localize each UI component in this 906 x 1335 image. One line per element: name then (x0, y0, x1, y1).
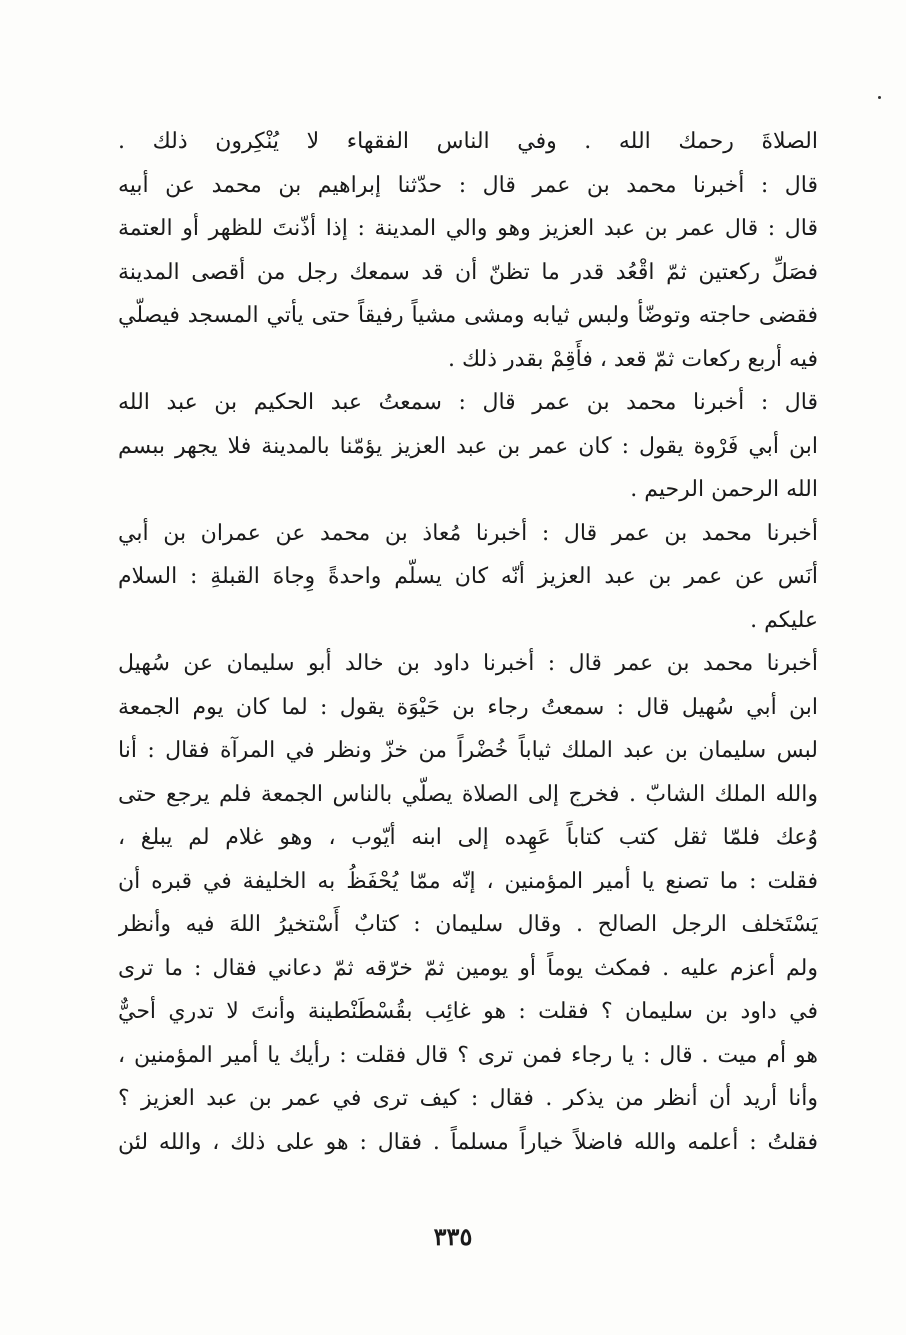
text-line: لبس سليمان بن عبد الملك ثياباً خُضْراً من خزّ ونظر في المرآة فقال : أنا (118, 738, 818, 763)
text-line: ابن أبي سُهيل قال : سمعتُ رجاء بن حَيْوَة يقول : لما كان يوم الجمعة (118, 694, 818, 720)
text-line: يَسْتَخلف الرجل الصالح . وقال سليمان : كتابٌ أَسْتخيرُ اللهَ فيه وأنظر (118, 912, 818, 937)
text-line: قال : أخبرنا محمد بن عمر قال : سمعتُ عبد الحكيم بن عبد الله (118, 390, 818, 415)
text-line: قال : أخبرنا محمد بن عمر قال : حدّثنا إبراهيم بن محمد عن أبيه (118, 172, 818, 198)
ink-speck (878, 96, 881, 99)
text-line: ابن أبي فَرْوة يقول : كان عمر بن عبد العزيز يؤمّنا بالمدينة فلا يجهر ببسم (118, 433, 818, 459)
text-line: ولم أعزم عليه . فمكث يوماً أو يومين ثمّ خرّقه ثمّ دعاني فقال : ما ترى (118, 955, 818, 981)
text-line: فقضى حاجته وتوضّأ ولبس ثيابه ومشى مشياً رفيقاً حتى يأتي المسجد فيصلّي (118, 303, 818, 328)
text-line: فصَلِّ ركعتين ثمّ اقْعُد قدر ما تظنّ أن قد سمعك رجل من أقصى المدينة (118, 259, 818, 285)
text-line: عليكم . (750, 607, 818, 633)
text-line: هو أم ميت . قال : يا رجاء فمن ترى ؟ قال فقلت : رأيك يا أمير المؤمنين ، (118, 1042, 818, 1068)
text-line: وأنا أريد أن أنظر من يذكر . فقال : كيف ترى في عمر بن عبد العزيز ؟ (118, 1086, 818, 1111)
body-text (118, 120, 818, 1164)
text-line: قال : قال عمر بن عبد العزيز وهو والي المدينة : إذا أذّنتَ للظهر أو العتمة (118, 216, 818, 241)
text-line: فقلتُ : أعلمه والله فاضلاً خياراً مسلماً . فقال : هو على ذلك ، والله لئن (118, 1129, 818, 1155)
text-line: أنَس عن عمر بن عبد العزيز أنّه كان يسلّم واحدةً وِجاهَ القبلةِ : السلام (118, 564, 818, 589)
text-line: الصلاةَ رحمك الله . وفي الناس الفقهاء لا يُنْكِرون ذلك . (118, 129, 818, 154)
text-line: أخبرنا محمد بن عمر قال : أخبرنا مُعاذ بن محمد عن عمران بن أبي (118, 520, 818, 546)
text-line: في داود بن سليمان ؟ فقلت : هو غائِب بقُسْطَنْطينة وأنتَ لا تدري أحيٌّ (118, 999, 818, 1024)
text-line: فيه أربع ركعات ثمّ قعد ، فأَقِمْ بقدر ذلك . (448, 346, 818, 372)
text-line: الله الرحمن الرحيم . (630, 477, 818, 502)
text-line: وُعك فلمّا ثقل كتب كتاباً عَهِده إلى ابنه أيّوب ، وهو غلام لم يبلغ ، (118, 825, 818, 850)
text-line: فقلت : ما تصنع يا أمير المؤمنين ، إنّه ممّا يُحْفَظُ به الخليفة في قبره أن (118, 868, 818, 894)
page-number: ٣٣٥ (433, 1222, 473, 1251)
text-line: أخبرنا محمد بن عمر قال : أخبرنا داود بن خالد أبو سليمان عن سُهيل (118, 651, 818, 676)
text-line: والله الملك الشابّ . فخرج إلى الصلاة يصلّي بالناس الجمعة فلم يرجع حتى (118, 781, 818, 807)
